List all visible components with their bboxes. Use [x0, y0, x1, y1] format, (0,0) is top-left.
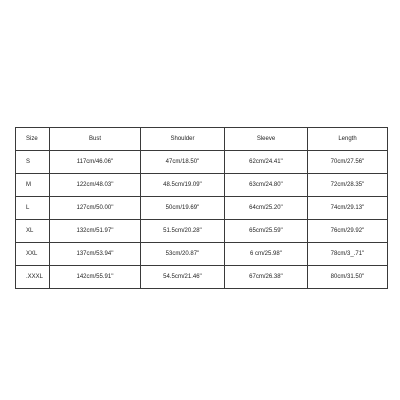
shoulder-cell: 53cm/20.87'' — [141, 243, 225, 266]
shoulder-cell: 48.5cm/19.09'' — [141, 174, 225, 197]
sleeve-cell: 62cm/24.41'' — [225, 151, 308, 174]
length-cell: 70cm/27.56'' — [308, 151, 388, 174]
length-cell: 72cm/28.35'' — [308, 174, 388, 197]
size-cell: XL — [16, 220, 50, 243]
header-length: Length — [308, 128, 388, 151]
shoulder-cell: 54.5cm/21.46'' — [141, 266, 225, 289]
table-row — [16, 197, 388, 220]
size-cell: XXL — [16, 243, 50, 266]
shoulder-cell: 47cm/18.50'' — [141, 151, 225, 174]
table-row — [16, 266, 388, 289]
table-row — [16, 151, 388, 174]
bust-cell: 127cm/50.00'' — [50, 197, 141, 220]
shoulder-cell: 50cm/19.69'' — [141, 197, 225, 220]
header-bust: Bust — [50, 128, 141, 151]
size-cell: L — [16, 197, 50, 220]
header-size: Size — [16, 128, 50, 151]
table-row — [16, 243, 388, 266]
shoulder-cell: 51.5cm/20.28'' — [141, 220, 225, 243]
header-shoulder: Shoulder — [141, 128, 225, 151]
sleeve-cell: 6 cm/25.98'' — [225, 243, 308, 266]
sleeve-cell: 63cm/24.80'' — [225, 174, 308, 197]
table-row — [16, 220, 388, 243]
length-cell: 80cm/31.50'' — [308, 266, 388, 289]
sleeve-cell: 64cm/25.20'' — [225, 197, 308, 220]
bust-cell: 117cm/46.06'' — [50, 151, 141, 174]
header-row — [16, 128, 388, 151]
sleeve-cell: 67cm/26.38'' — [225, 266, 308, 289]
size-chart-table — [15, 127, 388, 289]
bust-cell: 132cm/51.97'' — [50, 220, 141, 243]
header-sleeve: Sleeve — [225, 128, 308, 151]
length-cell: 76cm/29.92'' — [308, 220, 388, 243]
size-cell: S — [16, 151, 50, 174]
bust-cell: 142cm/55.91'' — [50, 266, 141, 289]
size-cell: M — [16, 174, 50, 197]
sleeve-cell: 65cm/25.59'' — [225, 220, 308, 243]
bust-cell: 122cm/48.03'' — [50, 174, 141, 197]
table-row — [16, 174, 388, 197]
length-cell: 78cm/3_.71'' — [308, 243, 388, 266]
length-cell: 74cm/29.13'' — [308, 197, 388, 220]
bust-cell: 137cm/53.94'' — [50, 243, 141, 266]
size-cell: .XXXL — [16, 266, 50, 289]
